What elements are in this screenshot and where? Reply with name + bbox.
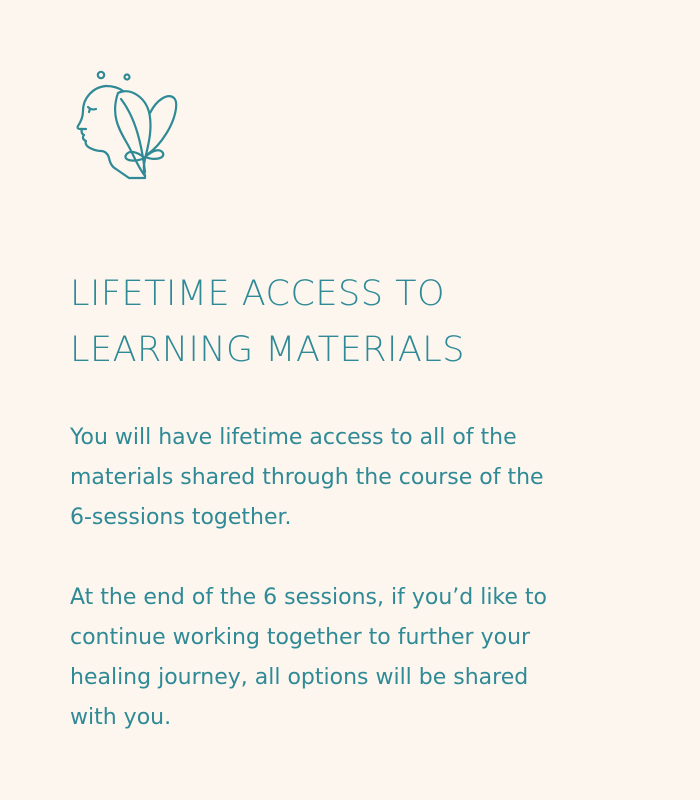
paragraph-line: You will have lifetime access to all of the <box>70 425 517 450</box>
title-line: LIFETIME ACCESS TO <box>70 274 446 314</box>
body-paragraph-continued-support <box>70 578 630 738</box>
paragraph-line: continue working together to further your <box>70 625 531 650</box>
paragraph-line: At the end of the 6 sessions, if you’d like to <box>70 585 548 610</box>
body-paragraph-lifetime-access <box>70 418 630 538</box>
paragraph-line: healing journey, all options will be shared <box>70 665 529 690</box>
paragraph-line: materials shared through the course of the <box>70 465 544 490</box>
title-line: LEARNING MATERIALS <box>70 330 466 370</box>
section-title <box>70 266 670 378</box>
head-with-leaf-icon <box>66 68 184 186</box>
logo-line-art <box>66 68 184 186</box>
paragraph-line: with you. <box>70 705 172 730</box>
paragraph-line: 6-sessions together. <box>70 505 292 530</box>
